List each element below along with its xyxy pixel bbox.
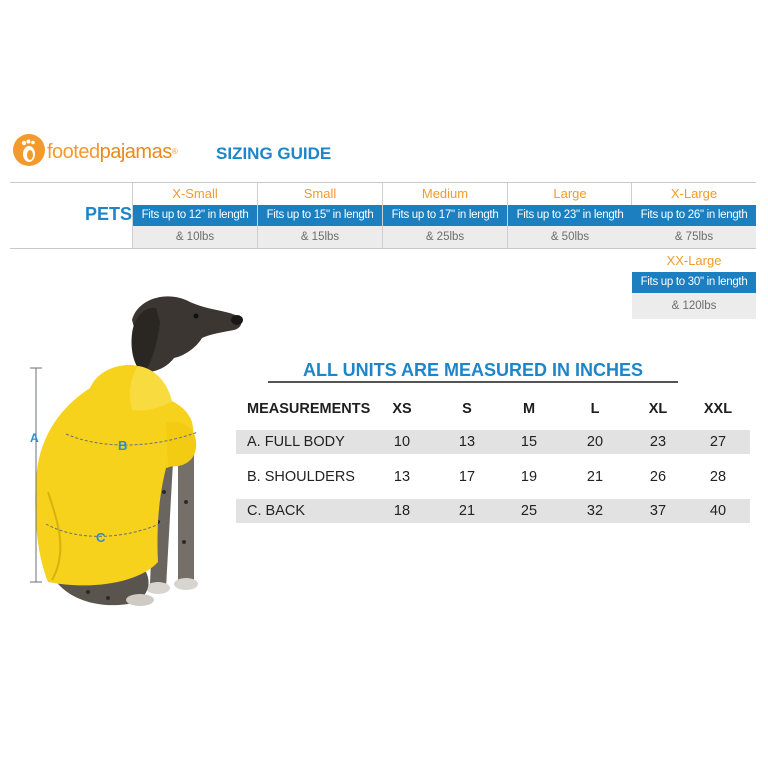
- size-fit: Fits up to 15" in length: [258, 205, 382, 226]
- cell-xxl: 40: [709, 503, 727, 519]
- cell-xl: 37: [649, 503, 667, 519]
- size-column-m: [383, 183, 507, 248]
- cell-xl: 26: [649, 469, 667, 485]
- registered-mark: ®: [171, 147, 178, 156]
- cell-l: 32: [586, 503, 604, 519]
- cell-xs: 10: [393, 434, 411, 450]
- size-fit: Fits up to 26" in length: [632, 205, 756, 226]
- cell-xs: 13: [393, 469, 411, 485]
- row-label: B. SHOULDERS: [247, 469, 355, 485]
- cell-m: 15: [520, 434, 538, 450]
- brand-word-2: pajamas: [99, 141, 172, 163]
- cell-xs: 18: [393, 503, 411, 519]
- cell-s: 17: [458, 469, 476, 485]
- label-c: C: [96, 530, 106, 545]
- size-column-xl: [632, 183, 756, 248]
- table-row-divider: [10, 248, 756, 249]
- size-fit: Fits up to 23" in length: [508, 205, 632, 226]
- units-heading: ALL UNITS ARE MEASURED IN INCHES: [302, 360, 644, 380]
- cell-xxl: 27: [709, 434, 727, 450]
- size-column-xs: [133, 183, 257, 248]
- page-title: SIZING GUIDE: [216, 144, 332, 163]
- size-name: X-Small: [172, 186, 218, 201]
- size-name: XX-Large: [666, 253, 722, 268]
- header-measurements: MEASUREMENTS: [247, 401, 371, 417]
- size-weight: & 10lbs: [133, 226, 257, 248]
- row-label: C. BACK: [247, 503, 306, 519]
- size-weight: & 15lbs: [258, 226, 382, 248]
- size-fit: Fits up to 12" in length: [133, 205, 257, 226]
- cell-m: 19: [520, 469, 538, 485]
- size-name: Small: [303, 186, 337, 201]
- header-xxl: XXL: [703, 401, 733, 417]
- header-s: S: [462, 401, 472, 417]
- pets-row-label: PETS: [84, 204, 132, 224]
- size-fit: Fits up to 30" in length: [632, 272, 756, 293]
- header-l: L: [590, 401, 600, 417]
- cell-m: 25: [520, 503, 538, 519]
- size-column-xxl: [632, 250, 756, 319]
- cell-s: 21: [458, 503, 476, 519]
- label-a: A: [30, 431, 39, 445]
- label-b: B: [118, 438, 128, 453]
- brand-logo-text: [47, 141, 177, 163]
- size-column-l: [508, 183, 632, 248]
- cell-xxl: 28: [709, 469, 727, 485]
- cell-xl: 23: [649, 434, 667, 450]
- header-xl: XL: [648, 401, 668, 417]
- table-row: [236, 499, 750, 523]
- size-fit: Fits up to 17" in length: [383, 205, 507, 226]
- size-weight: & 120lbs: [632, 293, 756, 319]
- units-heading-underline: [268, 381, 678, 383]
- measurement-header-row: [236, 397, 750, 421]
- cell-l: 21: [586, 469, 604, 485]
- size-weight: & 50lbs: [508, 226, 632, 248]
- size-weight: & 25lbs: [383, 226, 507, 248]
- cell-l: 20: [586, 434, 604, 450]
- row-label: A. FULL BODY: [247, 434, 345, 450]
- table-row: [236, 430, 750, 454]
- footprint-logo-icon: [12, 133, 46, 167]
- size-column-s: [258, 183, 382, 248]
- size-weight: & 75lbs: [632, 226, 756, 248]
- header-xs: XS: [392, 401, 412, 417]
- size-name: Large: [553, 186, 587, 201]
- size-name: X-Large: [670, 186, 718, 201]
- cell-s: 13: [458, 434, 476, 450]
- size-name: Medium: [421, 186, 469, 201]
- table-row: [236, 465, 750, 489]
- header-m: M: [522, 401, 536, 417]
- brand-word-1: footed: [47, 141, 100, 163]
- dog-hoodie-illustration: [28, 292, 258, 612]
